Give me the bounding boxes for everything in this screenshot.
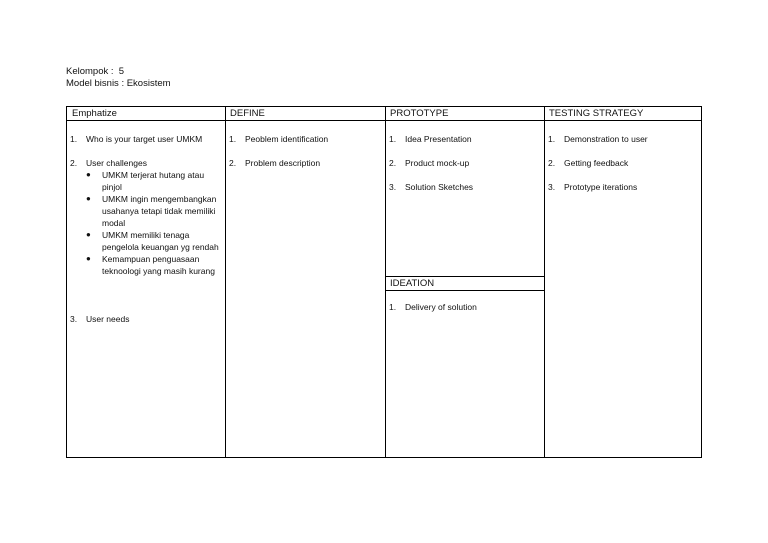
list-text: Solution Sketches (405, 182, 474, 192)
list-number: 3. (389, 182, 397, 192)
list-number: 2. (389, 158, 397, 168)
list-number: 2. (70, 158, 78, 168)
list-number: 1. (389, 134, 397, 144)
bullet-item (86, 229, 221, 253)
list-item (389, 157, 540, 169)
emphatize-header: Emphatize (67, 107, 225, 121)
testing-strategy-body (545, 121, 701, 193)
design-thinking-table (66, 106, 702, 458)
list-text: User needs (86, 314, 130, 324)
list-text: Product mock-up (405, 158, 470, 168)
prototype-body (386, 121, 544, 193)
bullet-icon: ● (86, 230, 91, 239)
list-item (70, 133, 221, 145)
list-item (389, 301, 540, 313)
list-text: Peoblem identification (245, 134, 329, 144)
challenge-bullets (86, 169, 221, 277)
list-text: Who is your target user UMKM (86, 134, 203, 144)
group-line: Kelompok : 5 (66, 66, 125, 77)
bullet-text: UMKM memiliki tenaga pengelola keuangan yg rendah (102, 230, 219, 252)
business-model-line: Model bisnis : Ekosistem (66, 78, 171, 89)
list-text: Problem description (245, 158, 321, 168)
list-number: 1. (229, 134, 237, 144)
define-column (225, 107, 385, 457)
list-number: 1. (548, 134, 556, 144)
testing-strategy-column (544, 107, 701, 457)
list-number: 3. (548, 182, 556, 192)
list-item (548, 181, 697, 193)
bullet-text: Kemampuan penguasaan teknoologi yang masih kurang (102, 254, 215, 276)
emphatize-body (67, 121, 225, 325)
ideation-header: IDEATION (386, 277, 544, 291)
list-item (548, 133, 697, 145)
list-number: 1. (70, 134, 78, 144)
bullet-text: UMKM ingin mengembangkan usahanya tetapi tidak memiliki modal (102, 194, 217, 228)
list-number: 2. (229, 158, 237, 168)
list-text: Getting feedback (564, 158, 629, 168)
ideation-body (386, 291, 544, 313)
list-number: 3. (70, 314, 78, 324)
list-number: 2. (548, 158, 556, 168)
define-body (226, 121, 385, 169)
list-item (548, 157, 697, 169)
list-text: User challenges (86, 158, 147, 168)
bullet-item (86, 169, 221, 193)
document-header (66, 66, 171, 90)
list-text: Idea Presentation (405, 134, 472, 144)
list-text: Demonstration to user (564, 134, 648, 144)
prototype-header: PROTOTYPE (386, 107, 544, 121)
bullet-icon: ● (86, 170, 91, 179)
emphatize-column (67, 107, 225, 457)
ideation-section (386, 276, 544, 325)
testing-strategy-header: TESTING STRATEGY (545, 107, 701, 121)
list-item (389, 133, 540, 145)
list-item (389, 181, 540, 193)
bullet-text: UMKM terjerat hutang atau pinjol (102, 170, 205, 192)
list-item (229, 157, 381, 169)
bullet-icon: ● (86, 254, 91, 263)
list-item (229, 133, 381, 145)
bullet-icon: ● (86, 194, 91, 203)
list-text: Prototype iterations (564, 182, 638, 192)
define-header: DEFINE (226, 107, 385, 121)
list-text: Delivery of solution (405, 302, 477, 312)
list-number: 1. (389, 302, 397, 312)
list-item (70, 157, 221, 169)
bullet-item (86, 193, 221, 229)
prototype-column (385, 107, 544, 457)
bullet-item (86, 253, 221, 277)
list-item (70, 313, 221, 325)
